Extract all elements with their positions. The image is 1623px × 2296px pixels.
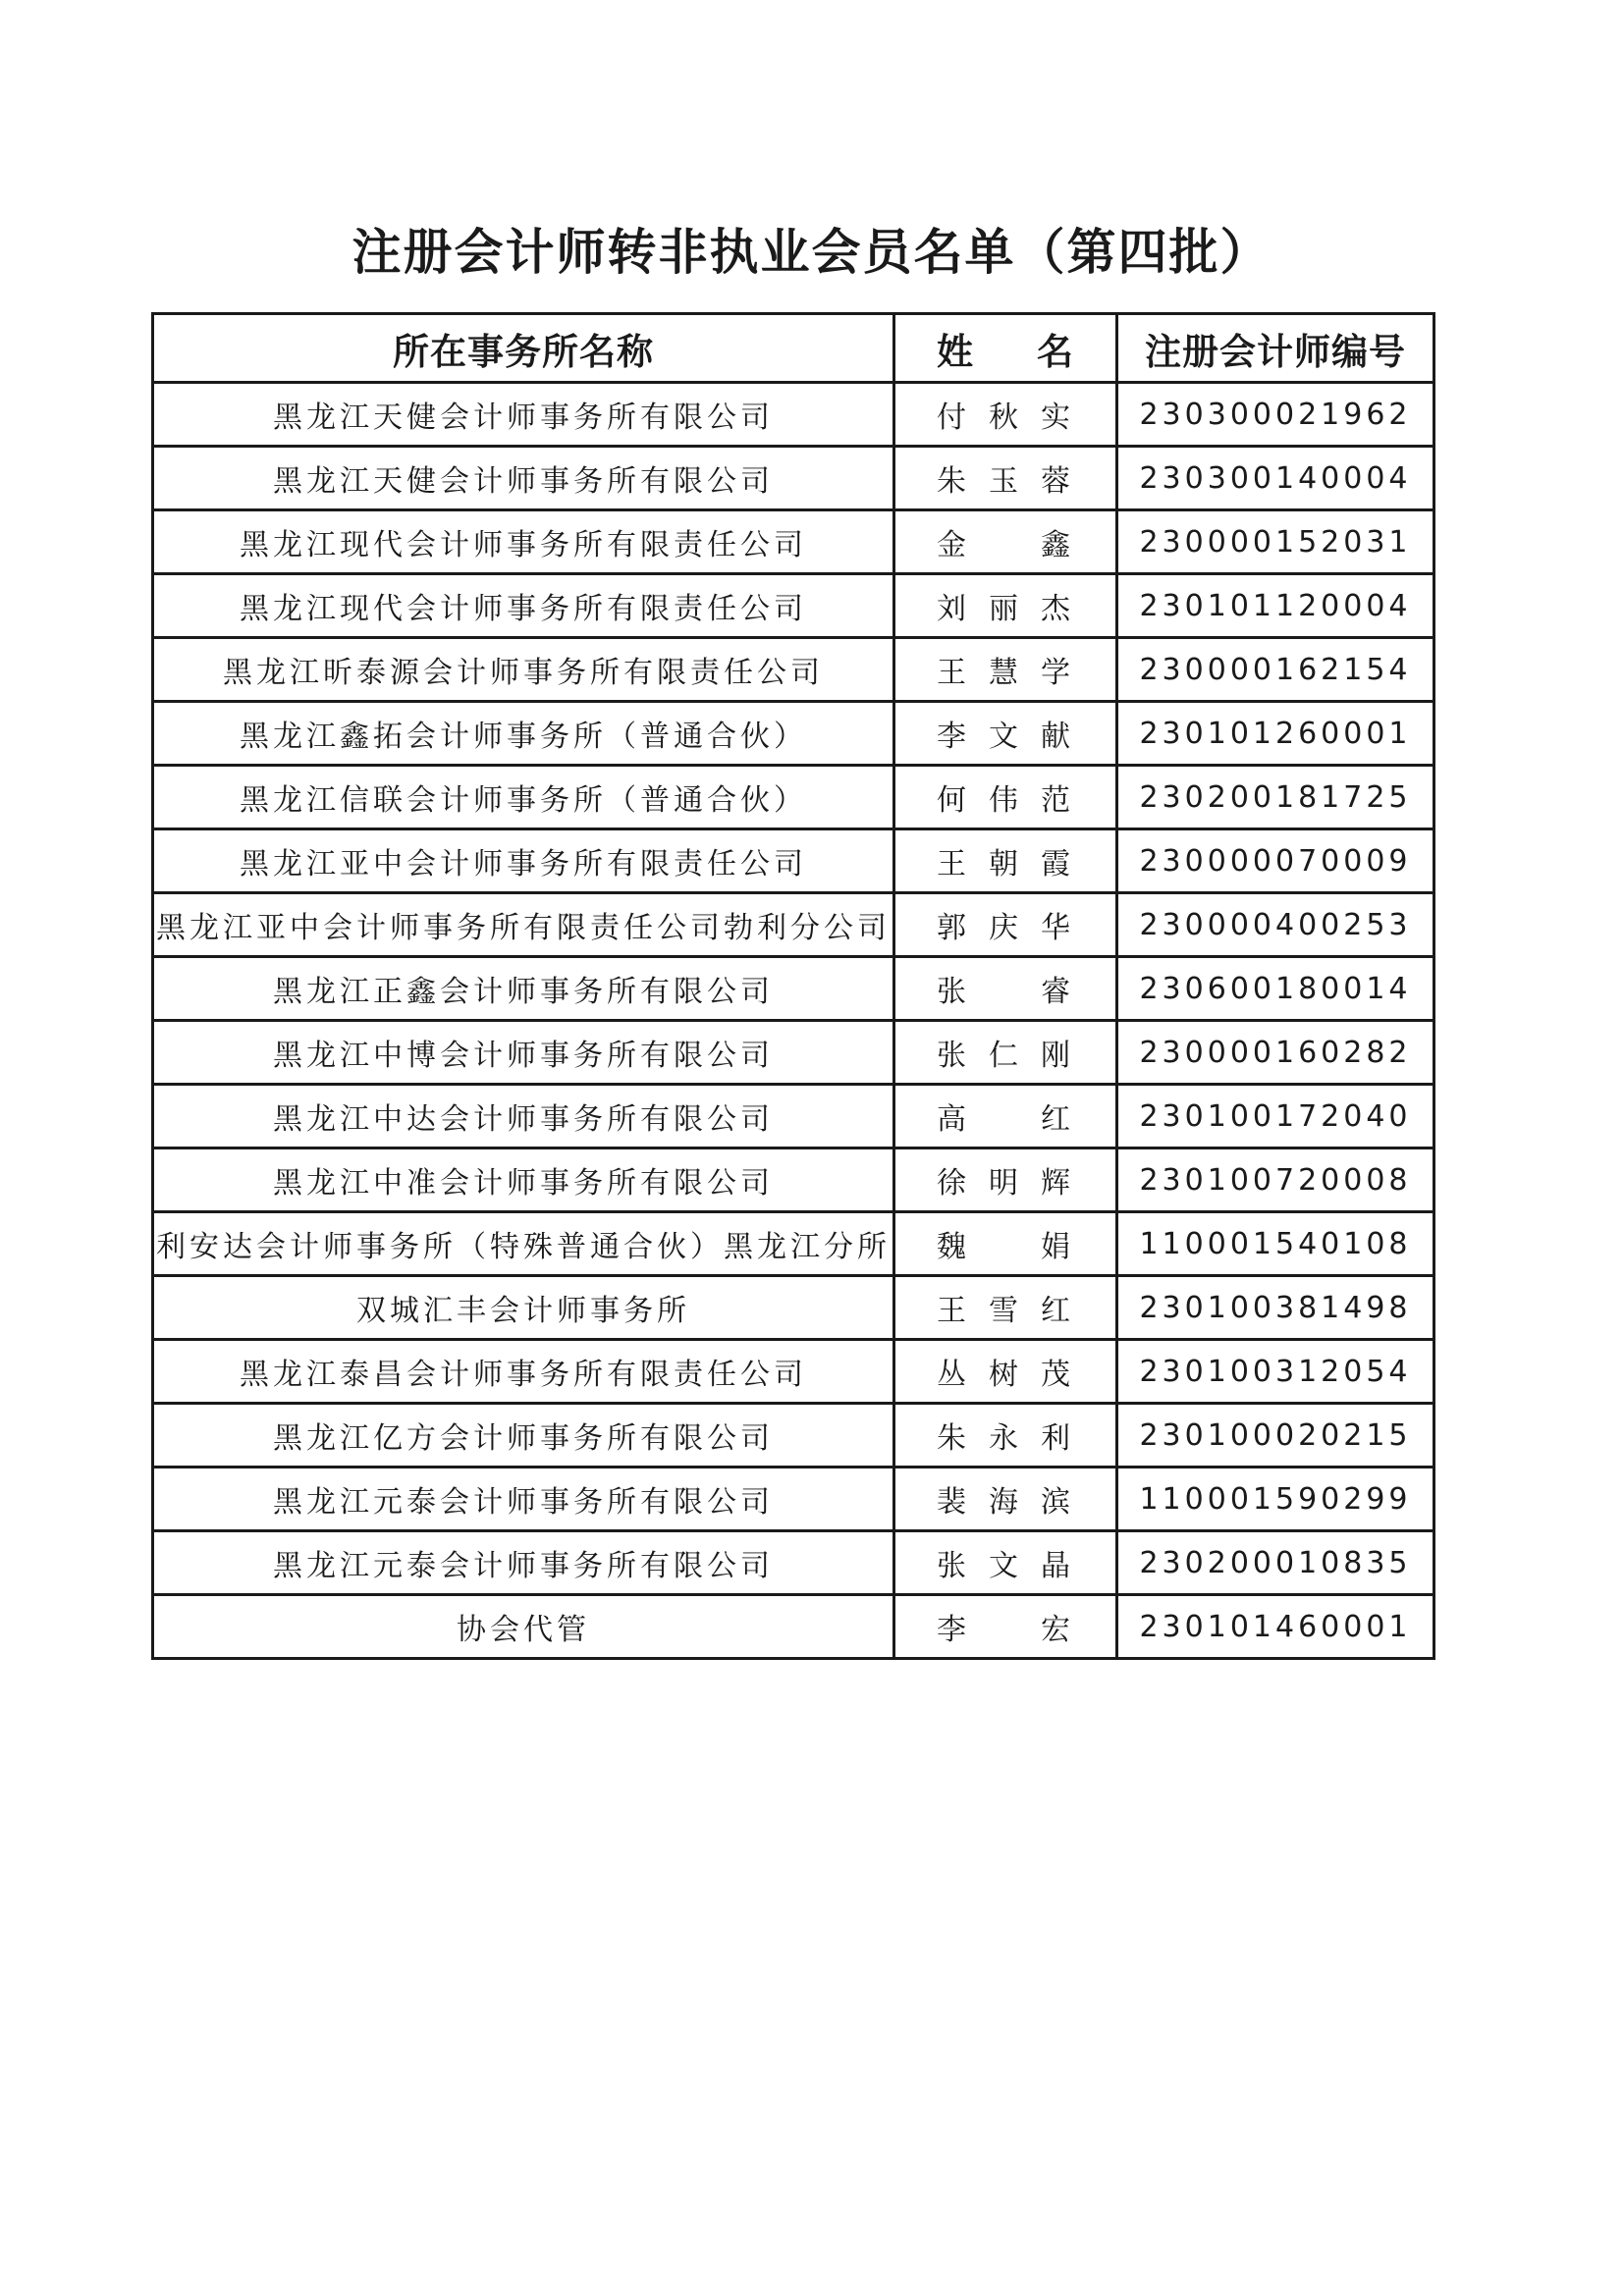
table-row xyxy=(153,510,1434,574)
firm-name-cell: 黑龙江信联会计师事务所（普通合伙） xyxy=(153,766,894,829)
person-name-text: 魏 娟 xyxy=(937,1230,1074,1264)
person-name-text: 裴 海 滨 xyxy=(937,1485,1074,1520)
member-roster-table xyxy=(151,312,1435,1660)
firm-name-cell: 黑龙江亚中会计师事务所有限责任公司勃利分公司 xyxy=(153,893,894,957)
table-row xyxy=(153,1468,1434,1531)
header-row xyxy=(153,314,1434,383)
firm-name-cell: 双城汇丰会计师事务所 xyxy=(153,1276,894,1340)
firm-name-cell: 黑龙江现代会计师事务所有限责任公司 xyxy=(153,574,894,638)
table-row xyxy=(153,1148,1434,1212)
person-name-text: 何 伟 范 xyxy=(937,783,1074,818)
firm-name-cell: 黑龙江正鑫会计师事务所有限公司 xyxy=(153,957,894,1021)
person-name-text: 金 鑫 xyxy=(937,528,1074,562)
table-row xyxy=(153,1021,1434,1085)
table-row xyxy=(153,1085,1434,1148)
person-name-cell xyxy=(894,383,1117,447)
firm-name-cell: 黑龙江亿方会计师事务所有限公司 xyxy=(153,1404,894,1468)
person-name-cell xyxy=(894,574,1117,638)
person-name-text: 朱 玉 蓉 xyxy=(937,464,1074,499)
person-name-cell xyxy=(894,702,1117,766)
person-name-text: 张 文 晶 xyxy=(937,1549,1074,1583)
person-name-cell xyxy=(894,1276,1117,1340)
cpa-number-cell: 230300021962 xyxy=(1117,383,1434,447)
person-name-text: 张 仁 刚 xyxy=(937,1039,1074,1073)
person-name-text: 李 宏 xyxy=(937,1613,1074,1647)
person-name-cell xyxy=(894,766,1117,829)
cpa-number-cell: 230000162154 xyxy=(1117,638,1434,702)
person-name-text: 丛 树 茂 xyxy=(937,1358,1074,1392)
person-name-cell xyxy=(894,1021,1117,1085)
header-firm-name: 所在事务所名称 xyxy=(153,314,894,383)
person-name-cell xyxy=(894,1531,1117,1595)
person-name-cell xyxy=(894,1340,1117,1404)
person-name-text: 张 睿 xyxy=(937,975,1074,1009)
person-name-text: 刘 丽 杰 xyxy=(937,592,1074,626)
table-row xyxy=(153,383,1434,447)
person-name-cell xyxy=(894,638,1117,702)
table-row xyxy=(153,1531,1434,1595)
person-name-text: 徐 明 辉 xyxy=(937,1166,1074,1201)
cpa-number-cell: 230600180014 xyxy=(1117,957,1434,1021)
page-title: 注册会计师转非执业会员名单（第四批） xyxy=(352,223,1271,281)
firm-name-cell: 黑龙江昕泰源会计师事务所有限责任公司 xyxy=(153,638,894,702)
cpa-number-cell: 230000160282 xyxy=(1117,1021,1434,1085)
cpa-number-cell: 110001590299 xyxy=(1117,1468,1434,1531)
firm-name-cell: 黑龙江元泰会计师事务所有限公司 xyxy=(153,1531,894,1595)
person-name-text: 郭 庆 华 xyxy=(937,911,1074,945)
person-name-cell xyxy=(894,1085,1117,1148)
person-name-cell xyxy=(894,510,1117,574)
person-name-text: 王 朝 霞 xyxy=(937,847,1074,881)
person-name-text: 朱 永 利 xyxy=(937,1421,1074,1456)
cpa-number-cell: 230200181725 xyxy=(1117,766,1434,829)
firm-name-cell: 黑龙江中准会计师事务所有限公司 xyxy=(153,1148,894,1212)
table-body xyxy=(153,383,1434,1659)
cpa-number-cell: 230100720008 xyxy=(1117,1148,1434,1212)
cpa-number-cell: 230100381498 xyxy=(1117,1276,1434,1340)
table-row xyxy=(153,1212,1434,1276)
cpa-number-cell: 230101120004 xyxy=(1117,574,1434,638)
person-name-text: 付 秋 实 xyxy=(937,400,1074,435)
person-name-text: 王 慧 学 xyxy=(937,656,1074,690)
table-row xyxy=(153,893,1434,957)
person-name-cell xyxy=(894,1212,1117,1276)
firm-name-cell: 协会代管 xyxy=(153,1595,894,1659)
firm-name-cell: 黑龙江泰昌会计师事务所有限责任公司 xyxy=(153,1340,894,1404)
cpa-number-cell: 110001540108 xyxy=(1117,1212,1434,1276)
table-row xyxy=(153,447,1434,510)
table-row xyxy=(153,1340,1434,1404)
person-name-cell xyxy=(894,893,1117,957)
cpa-number-cell: 230100312054 xyxy=(1117,1340,1434,1404)
table-row xyxy=(153,1404,1434,1468)
cpa-number-cell: 230100172040 xyxy=(1117,1085,1434,1148)
table-row xyxy=(153,638,1434,702)
table-row xyxy=(153,702,1434,766)
person-name-cell xyxy=(894,1468,1117,1531)
header-cpa-number: 注册会计师编号 xyxy=(1117,314,1434,383)
header-person-name xyxy=(894,314,1117,383)
header-person-name-text: 姓 名 xyxy=(937,329,1074,373)
table-row xyxy=(153,1595,1434,1659)
firm-name-cell: 黑龙江现代会计师事务所有限责任公司 xyxy=(153,510,894,574)
cpa-number-cell: 230200010835 xyxy=(1117,1531,1434,1595)
table-row xyxy=(153,1276,1434,1340)
person-name-text: 王 雪 红 xyxy=(937,1294,1074,1328)
person-name-cell xyxy=(894,829,1117,893)
table-row xyxy=(153,957,1434,1021)
table-row xyxy=(153,766,1434,829)
table-row xyxy=(153,829,1434,893)
firm-name-cell: 黑龙江天健会计师事务所有限公司 xyxy=(153,447,894,510)
firm-name-cell: 黑龙江中达会计师事务所有限公司 xyxy=(153,1085,894,1148)
cpa-number-cell: 230101260001 xyxy=(1117,702,1434,766)
person-name-text: 李 文 献 xyxy=(937,720,1074,754)
table-header xyxy=(153,314,1434,383)
person-name-cell xyxy=(894,1595,1117,1659)
firm-name-cell: 黑龙江中博会计师事务所有限公司 xyxy=(153,1021,894,1085)
firm-name-cell: 黑龙江亚中会计师事务所有限责任公司 xyxy=(153,829,894,893)
person-name-cell xyxy=(894,447,1117,510)
person-name-cell xyxy=(894,1148,1117,1212)
person-name-cell xyxy=(894,1404,1117,1468)
cpa-number-cell: 230000070009 xyxy=(1117,829,1434,893)
cpa-number-cell: 230300140004 xyxy=(1117,447,1434,510)
firm-name-cell: 黑龙江天健会计师事务所有限公司 xyxy=(153,383,894,447)
person-name-text: 高 红 xyxy=(937,1102,1074,1137)
cpa-number-cell: 230000152031 xyxy=(1117,510,1434,574)
firm-name-cell: 黑龙江元泰会计师事务所有限公司 xyxy=(153,1468,894,1531)
person-name-cell xyxy=(894,957,1117,1021)
firm-name-cell: 黑龙江鑫拓会计师事务所（普通合伙） xyxy=(153,702,894,766)
firm-name-cell: 利安达会计师事务所（特殊普通合伙）黑龙江分所 xyxy=(153,1212,894,1276)
cpa-number-cell: 230100020215 xyxy=(1117,1404,1434,1468)
table-row xyxy=(153,574,1434,638)
cpa-number-cell: 230000400253 xyxy=(1117,893,1434,957)
cpa-number-cell: 230101460001 xyxy=(1117,1595,1434,1659)
